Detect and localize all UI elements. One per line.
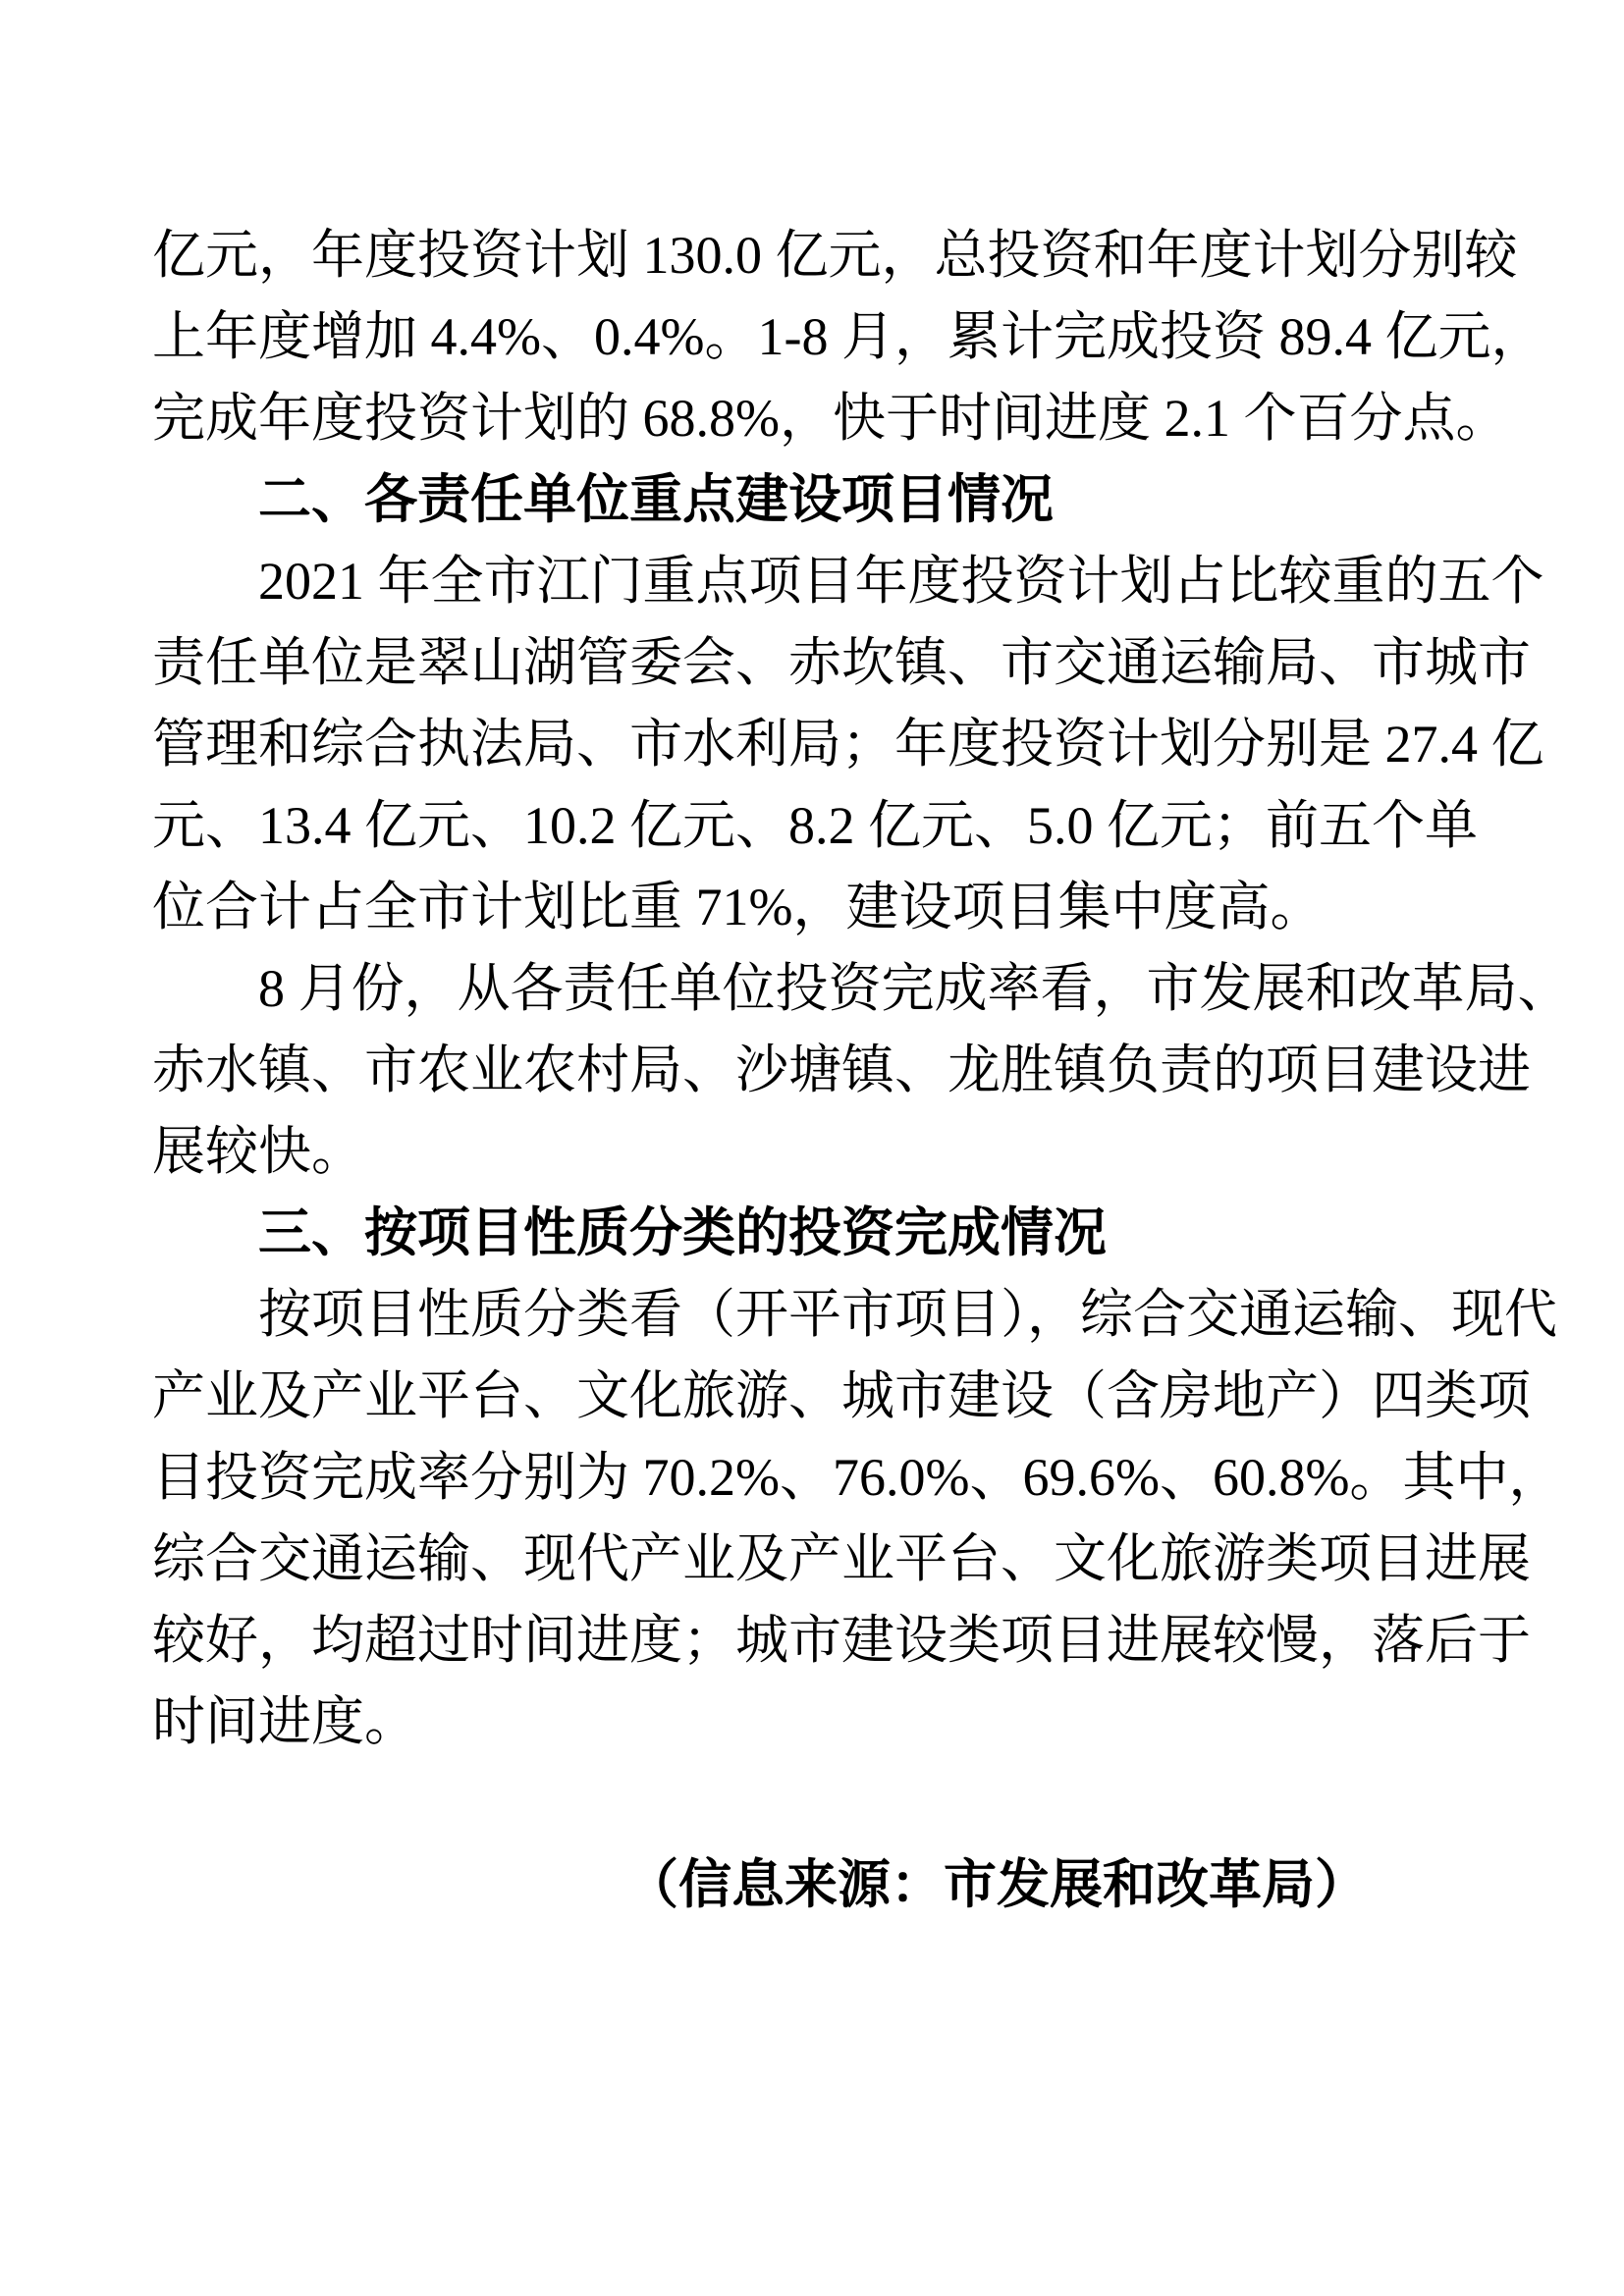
body-line: 位合计占全市计划比重 71%，建设项目集中度高。	[152, 878, 1324, 936]
body-line: 按项目性质分类看（开平市项目），综合交通运输、现代	[258, 1285, 1557, 1344]
body-line: 产业及产业平台、文化旅游、城市建设（含房地产）四类项	[152, 1366, 1531, 1425]
body-line: 上年度增加 4.4%、0.4%。1-8 月，累计完成投资 89.4 亿元，	[152, 307, 1544, 366]
body-line: 时间进度。	[152, 1692, 417, 1751]
body-line: 目投资完成率分别为 70.2%、76.0%、69.6%、60.8%。其中，	[152, 1448, 1562, 1507]
body-line: 8 月份，从各责任单位投资完成率看，市发展和改革局、	[258, 959, 1571, 1018]
section-heading-2: 二、各责任单位重点建设项目情况	[258, 470, 1054, 529]
body-line: 完成年度投资计划的 68.8%，快于时间进度 2.1 个百分点。	[152, 389, 1509, 448]
section-heading-3: 三、按项目性质分类的投资完成情况	[258, 1203, 1107, 1262]
body-line: 责任单位是翠山湖管委会、赤坎镇、市交通运输局、市城市	[152, 633, 1531, 692]
source-note: （信息来源：市发展和改革局）	[625, 1855, 1368, 1914]
body-line: 管理和综合执法局、市水利局；年度投资计划分别是 27.4 亿	[152, 715, 1544, 774]
body-line: 亿元，年度投资计划 130.0 亿元，总投资和年度计划分别较	[152, 226, 1518, 285]
body-line: 综合交通运输、现代产业及产业平台、文化旅游类项目进展	[152, 1529, 1531, 1588]
document-content	[152, 215, 1571, 1926]
body-line: 赤水镇、市农业农村局、沙塘镇、龙胜镇负责的项目建设进	[152, 1041, 1531, 1099]
body-line: 2021 年全市江门重点项目年度投资计划占比较重的五个	[258, 552, 1544, 611]
blank-line	[152, 1763, 1472, 1844]
body-line: 元、13.4 亿元、10.2 亿元、8.2 亿元、5.0 亿元；前五个单	[152, 796, 1478, 855]
body-line: 展较快。	[152, 1122, 364, 1181]
body-line: 较好，均超过时间进度；城市建设类项目进展较慢，落后于	[152, 1611, 1531, 1670]
